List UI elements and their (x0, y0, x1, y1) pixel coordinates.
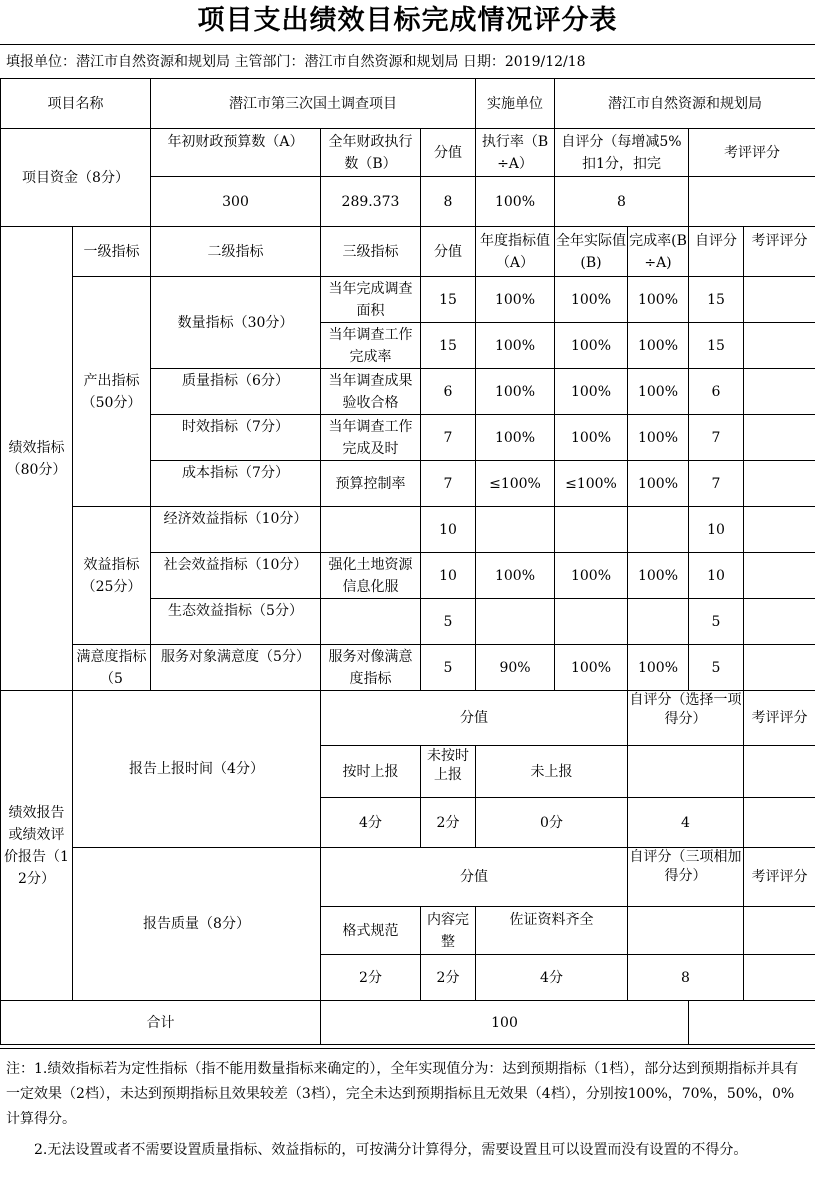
funds-executed-value: 289.373 (321, 177, 421, 227)
report-quality-eval-header: 考评评分 (744, 848, 815, 907)
level2-cell: 社会效益指标（10分） (151, 553, 321, 599)
score-cell: 10 (421, 553, 476, 599)
value-content: 2分 (421, 955, 476, 1001)
actual-cell: ≤100% (555, 461, 628, 507)
report-quality-self-blank (628, 907, 744, 955)
completion-cell: 100% (628, 645, 689, 691)
score-cell: 7 (421, 415, 476, 461)
score-cell: 7 (421, 461, 476, 507)
self-score-cell: 10 (689, 553, 744, 599)
option-on-time: 按时上报 (321, 746, 421, 798)
self-score-cell: 7 (689, 461, 744, 507)
level3-header: 三级指标 (321, 227, 421, 277)
funds-self-score-header: 自评分（每增减5%扣1分，扣完 (555, 129, 689, 177)
table-row (1, 645, 815, 691)
report-timing-eval-blank (744, 746, 815, 798)
report-info-line: 填报单位：潜江市自然资源和规划局 主管部门：潜江市自然资源和规划局 日期：2019/12/18 (0, 44, 815, 78)
self-score-cell: 15 (689, 277, 744, 323)
eval-score-cell (744, 415, 815, 461)
actual-cell: 100% (555, 415, 628, 461)
self-score-header: 自评分 (689, 227, 744, 277)
eval-score-cell (744, 507, 815, 553)
score-cell: 5 (421, 599, 476, 645)
completion-cell: 100% (628, 277, 689, 323)
value-not-reported: 0分 (476, 798, 628, 848)
completion-cell (628, 507, 689, 553)
completion-cell: 100% (628, 323, 689, 369)
eval-score-cell (744, 323, 815, 369)
table-row (1, 507, 815, 553)
actual-cell: 100% (555, 277, 628, 323)
self-score-cell: 5 (689, 599, 744, 645)
value-evidence: 4分 (476, 955, 628, 1001)
level2-cell: 生态效益指标（5分） (151, 599, 321, 645)
target-cell (476, 599, 555, 645)
level3-cell: 当年调查工作完成及时 (321, 415, 421, 461)
funds-rate-value: 100% (476, 177, 555, 227)
report-quality-score-header: 分值 (321, 848, 628, 907)
completion-cell: 100% (628, 461, 689, 507)
target-cell: 100% (476, 277, 555, 323)
self-score-cell: 15 (689, 323, 744, 369)
report-quality-label: 报告质量（8分） (73, 848, 321, 1001)
score-table (0, 78, 815, 1045)
level3-cell: 当年调查成果验收合格 (321, 369, 421, 415)
funds-header-row (1, 129, 815, 177)
score-cell: 10 (421, 507, 476, 553)
note-1: 注：1.绩效指标若为定性指标（指不能用数量指标来确定的），全年实现值分为：达到预期指标（1档），部分达到预期指标并具有一定效果（2档），未达到预期指标且效果较差（3档），完全未达到预期指标且无效果（4档），分别按100%，70%，50%，0%计算得分。 (6, 1061, 799, 1127)
option-late: 未按时上报 (421, 746, 476, 798)
funds-executed-header: 全年财政执行数（B） (321, 129, 421, 177)
level1-header: 一级指标 (73, 227, 151, 277)
level2-cell: 服务对象满意度（5分） (151, 645, 321, 691)
output-indicator-label: 产出指标（50分） (73, 277, 151, 507)
report-timing-self-header: 自评分（选择一项得分） (628, 691, 744, 746)
self-score-cell: 6 (689, 369, 744, 415)
total-value: 100 (321, 1001, 689, 1045)
total-eval-blank (689, 1001, 815, 1045)
funds-score-value: 8 (421, 177, 476, 227)
implementing-unit-label: 实施单位 (476, 79, 555, 129)
report-quality-self-header: 自评分（三项相加得分） (628, 848, 744, 907)
performance-label: 绩效指标（80分） (1, 227, 73, 691)
report-quality-self-value: 8 (628, 955, 744, 1001)
target-header: 年度指标值（A） (476, 227, 555, 277)
target-cell: 90% (476, 645, 555, 691)
funds-score-header: 分值 (421, 129, 476, 177)
table-row (1, 277, 815, 323)
eval-score-cell (744, 553, 815, 599)
score-cell: 15 (421, 277, 476, 323)
report-timing-eval-header: 考评评分 (744, 691, 815, 746)
satisfaction-indicator-label: 满意度指标（5 (73, 645, 151, 691)
report-quality-eval-blank (744, 907, 815, 955)
total-row (1, 1001, 815, 1045)
eval-score-cell (744, 645, 815, 691)
level2-cell: 经济效益指标（10分） (151, 507, 321, 553)
eval-score-cell (744, 277, 815, 323)
report-timing-label: 报告上报时间（4分） (73, 691, 321, 848)
option-format: 格式规范 (321, 907, 421, 955)
value-on-time: 4分 (321, 798, 421, 848)
value-format: 2分 (321, 955, 421, 1001)
note-2: 2.无法设置或者不需要设置质量指标、效益指标的，可按满分计算得分，需要设置且可以设置而没有设置的不得分。 (34, 1142, 748, 1158)
completion-cell: 100% (628, 369, 689, 415)
notes-section (0, 1048, 815, 1190)
target-cell: 100% (476, 323, 555, 369)
implementing-unit-value: 潜江市自然资源和规划局 (555, 79, 815, 129)
completion-cell: 100% (628, 415, 689, 461)
level3-cell: 预算控制率 (321, 461, 421, 507)
option-not-reported: 未上报 (476, 746, 628, 798)
level3-cell: 服务对像满意度指标 (321, 645, 421, 691)
benefit-indicator-label: 效益指标（25分） (73, 507, 151, 645)
report-quality-header-row (1, 848, 815, 907)
level2-cell: 时效指标（7分） (151, 415, 321, 461)
funds-eval-score-header: 考评评分 (689, 129, 815, 177)
self-score-cell: 10 (689, 507, 744, 553)
report-timing-eval-value (744, 798, 815, 848)
funds-budget-value: 300 (151, 177, 321, 227)
report-timing-self-value: 4 (628, 798, 744, 848)
score-header: 分值 (421, 227, 476, 277)
report-timing-self-blank (628, 746, 744, 798)
actual-header: 全年实际值(B) (555, 227, 628, 277)
page-title: 项目支出绩效目标完成情况评分表 (197, 5, 618, 36)
project-name-label: 项目名称 (1, 79, 151, 129)
level2-header: 二级指标 (151, 227, 321, 277)
actual-cell: 100% (555, 645, 628, 691)
option-evidence: 佐证资料齐全 (476, 907, 628, 955)
level2-cell: 质量指标（6分） (151, 369, 321, 415)
eval-score-cell (744, 599, 815, 645)
level3-cell (321, 507, 421, 553)
eval-score-cell (744, 369, 815, 415)
performance-header-row (1, 227, 815, 277)
target-cell (476, 507, 555, 553)
level3-cell: 当年完成调查面积 (321, 277, 421, 323)
score-cell: 15 (421, 323, 476, 369)
level3-cell (321, 599, 421, 645)
eval-score-cell (744, 461, 815, 507)
funds-eval-score-value (689, 177, 815, 227)
total-label: 合计 (1, 1001, 321, 1045)
level3-cell: 强化土地资源信息化服 (321, 553, 421, 599)
actual-cell (555, 599, 628, 645)
level2-cell: 数量指标（30分） (151, 277, 321, 369)
self-score-cell: 7 (689, 415, 744, 461)
actual-cell: 100% (555, 369, 628, 415)
report-section-label: 绩效报告或绩效评价报告（12分） (1, 691, 73, 1001)
target-cell: 100% (476, 415, 555, 461)
actual-cell: 100% (555, 553, 628, 599)
target-cell: 100% (476, 553, 555, 599)
project-name-value: 潜江市第三次国土调查项目 (151, 79, 476, 129)
funds-label: 项目资金（8分） (1, 129, 151, 227)
completion-header: 完成率(B÷A) (628, 227, 689, 277)
level2-cell: 成本指标（7分） (151, 461, 321, 507)
value-late: 2分 (421, 798, 476, 848)
level3-cell: 当年调查工作完成率 (321, 323, 421, 369)
report-quality-eval-value (744, 955, 815, 1001)
score-cell: 6 (421, 369, 476, 415)
funds-budget-header: 年初财政预算数（A） (151, 129, 321, 177)
target-cell: ≤100% (476, 461, 555, 507)
target-cell: 100% (476, 369, 555, 415)
project-row (1, 79, 815, 129)
report-timing-score-header: 分值 (321, 691, 628, 746)
self-score-cell: 5 (689, 645, 744, 691)
actual-cell: 100% (555, 323, 628, 369)
report-timing-header-row (1, 691, 815, 746)
completion-cell: 100% (628, 553, 689, 599)
completion-cell (628, 599, 689, 645)
funds-rate-header: 执行率（B÷A） (476, 129, 555, 177)
eval-score-header: 考评评分 (744, 227, 815, 277)
funds-self-score-value: 8 (555, 177, 689, 227)
score-cell: 5 (421, 645, 476, 691)
actual-cell (555, 507, 628, 553)
option-content: 内容完整 (421, 907, 476, 955)
